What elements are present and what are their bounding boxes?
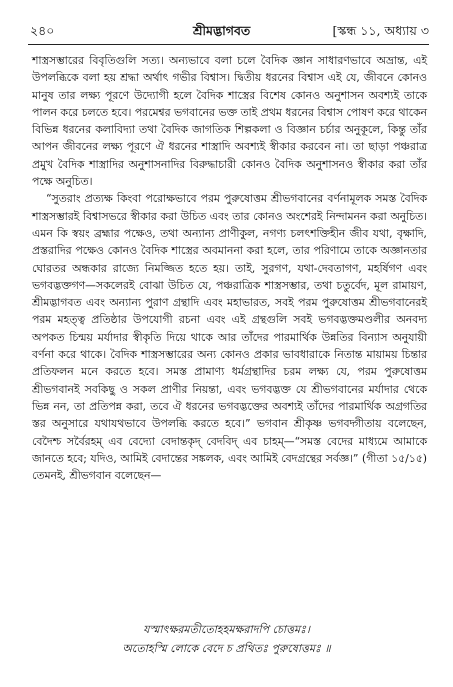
paragraph: শাস্ত্রসম্ভারের বিবৃতিগুলি সত্য। অন্যভাবে বলা চলে বৈদিক জ্ঞান সাধারণভাবে অভ্রান্ত, এই উপলব্ধিকে বলা হয় শ্রদ্ধা অর্থাৎ গভীর বিশ্বাস। দ্বিতীয় ধরনের বিশ্বাস এই যে, জীবনে কোনও মানুষ তার লক্ষ্য পূরণে উদ্যোগী হলে বৈদিক শাস্ত্রের বিশেষ কোনও অনুশাসন অবশ্যই তাকে পালন করে চলতে হবে। পরমেশ্বর ভগবানের ভক্ত তাই প্রথম ধরনের বিশ্বাস পোষণ করে থাকেন বিভিন্ন ধরনের কলাবিদ্যা তথা বৈদিক জাগতিক শিল্পকলা ও বিজ্ঞান চর্চার অনুকূলে, কিন্তু তাঁর আপন জীবনের লক্ষ্য পূরণে ঐ ধরনের শাস্ত্রাদি অবশ্যই স্বীকার করবেন না। তা ছাড়া পঞ্চরাত্র প্রমুখ বৈদিক শাস্ত্রাদির অনুশাসনাদির বিরুদ্ধাচারী কোনও বৈদিক অনুশাসনও স্বীকার করা তাঁর পক্ষে অনুচিত। bbox=[32, 54, 427, 189]
book-title: শ্রীমদ্ভাগবত bbox=[193, 23, 251, 38]
page-body bbox=[32, 52, 427, 484]
paragraph: “সুতরাং প্রত্যক্ষ কিংবা পরোক্ষভাবে পরম পুরুষোত্তম শ্রীভগবানের বর্ণনামূলক সমস্ত বৈদিক শাস্ত্রসম্ভারই বিশ্বাসভরে স্বীকার করা উচিত এবং তার কোনও অংশেরই নিন্দামনন করা অনুচিত। এমন কি স্বয়ং ব্রহ্মার পক্ষেও, তথা অন্যান্য প্রাণীকুল, নগণ্য চলৎশক্তিহীন জীব যথা, বৃক্ষাদি, প্রস্তরাদির পক্ষেও কোনও বৈদিক শাস্ত্রের অবমাননা করা হলে, তার পরিণামে তাকে অজ্ঞানতার ঘোরতর অন্ধকার রাজ্যে নিমজ্জিত হতে হয়। তাই, সুরগণ, যথা-দেবতাগণ, মহর্ষিগণ এবং ভগবদ্ভক্তগণ—সকলেরই বোঝা উচিত যে, পঞ্চরাত্রিক শাস্ত্রসম্ভার, তথা চতুর্বেদ, মূল রামায়ণ, শ্রীমদ্ভাগবত এবং অন্যান্য পুরাণ গ্রন্থাদি এবং মহাভারত, সবই পরম পুরুষোত্তম শ্রীভগবানেরই পরম মহত্ত্ব প্রতিষ্ঠার উপযোগী রচনা এবং এই গ্রন্থগুলি সবই ভগবদ্ভক্তমণ্ডলীর অনবদ্য অপকত চিন্ময় মর্যাদার স্বীকৃতি দিয়ে থাকে আর তাঁদের পারমার্থিক উন্নতির বিন্যাস অনুযায়ী বর্ণনা করে থাকে। বৈদিক শাস্ত্রসম্ভারের অন্য কোনও প্রকার ভাবধারাকে নিতান্ত মায়াময় চিন্তার প্রতিফলন মনে করতে হবে। সমস্ত প্রামাণ্য ধর্মগ্রন্থাদির চরম লক্ষ্য যে, পরম পুরুষোত্তম শ্রীভগবানই সবকিছু ও সকল প্রাণীর নিয়ন্তা, এবং ভগবদ্ভক্ত যে শ্রীভগবানের মর্যাদার থেকে ভিন্ন নন, তা প্রতিপন্ন করা, তবে ঐ ধরনের ভগবদ্ভক্তের অবশ্যই তাঁদের পারমার্থিক অগ্রগতির স্তর অনুসারে যথাযথভাবে উপলব্ধি করতে হবে।” ভগবান শ্রীকৃষ্ণ ভগবদ্গীতায় বলেছেন, বেদৈশ্চ সর্বৈরহম্ এব বেদ্যো বেদান্তকৃদ্ বেদবিদ্ এব চাহম্—“সমস্ত বেদের মাধ্যমে আমাকে জানতে হবে; যদিও, আমিই বেদান্তের সঙ্কলক, এবং আমিই বেদগ্রন্থের সর্বজ্ঞ।” (গীতা ১৫/১৫) তেমনই, শ্রীভগবান বলেছেন— bbox=[32, 192, 427, 483]
sanskrit-verse bbox=[0, 620, 453, 658]
verse-line: যস্মাৎক্ষরমতীতোহহমক্ষরাদপি চোত্তমঃ। bbox=[143, 623, 310, 636]
chapter-reference: [স্কন্ধ ১১, অধ্যায় ৩ bbox=[332, 23, 429, 38]
verse-line: অতোহস্মি লোকে বেদে চ প্রথিতঃ পুরুষোত্তমঃ ॥ bbox=[122, 642, 331, 655]
header-rule bbox=[28, 44, 429, 45]
page-number: ২৪০ bbox=[30, 23, 55, 38]
page-header bbox=[30, 23, 429, 41]
